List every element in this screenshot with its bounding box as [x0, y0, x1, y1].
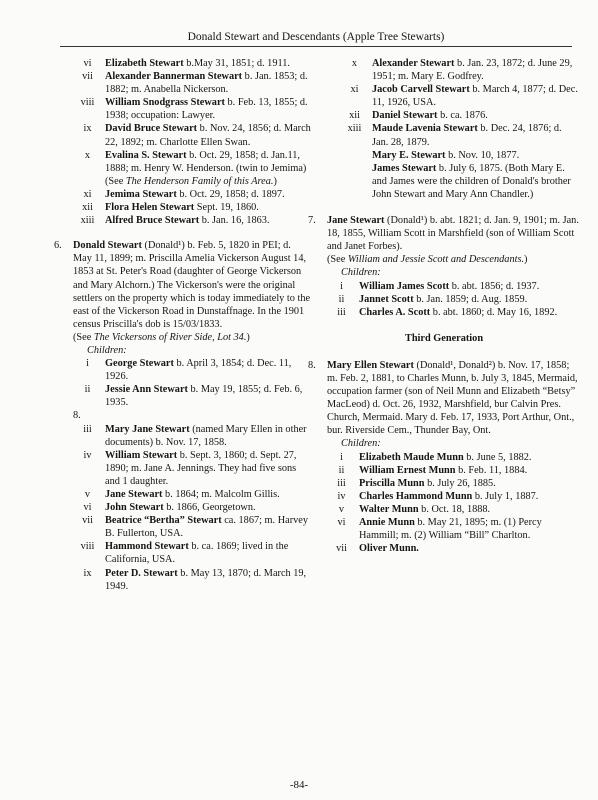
roman-numeral: iv	[337, 490, 346, 502]
child-entry	[73, 188, 312, 201]
child-details: b. April 3, 1854; d. Dec. 11, 1926.	[105, 358, 292, 383]
record-number: 8.	[308, 359, 316, 371]
roman-numeral: xii	[349, 110, 360, 122]
record-7	[308, 214, 580, 319]
child-entry	[340, 149, 580, 162]
child-name: William James Scott	[359, 280, 450, 292]
child-entry	[327, 293, 580, 306]
child-name: Jemima Stewart	[105, 188, 177, 200]
page-number: -84-	[289, 779, 309, 791]
child-details: b. abt. 1856; d. 1937.	[449, 280, 540, 292]
child-entry	[340, 109, 580, 122]
see-reference-close: )	[273, 175, 277, 187]
roman-numeral: xi	[83, 188, 92, 200]
see-reference: (See William and Jessie Scott and Descendants.)	[327, 254, 528, 266]
child-name: Daniel Stewart	[372, 110, 438, 122]
child-entry	[73, 449, 312, 488]
children-label: Children:	[87, 344, 127, 356]
roman-numeral: x	[84, 149, 91, 161]
child-entry	[327, 306, 580, 319]
child-name: Peter D. Stewart	[105, 567, 178, 579]
child-name: Jacob Carvell Stewart	[372, 84, 470, 96]
child-details: b. March 4, 1877; d. Dec. 11, 1926, USA.	[372, 84, 578, 109]
child-text	[359, 477, 580, 490]
child-text	[105, 449, 312, 488]
child-name: Mary E. Stewart	[372, 149, 446, 161]
child-name: Hammond Stewart	[105, 541, 189, 553]
roman-numeral: i	[340, 451, 343, 463]
child-entry	[340, 162, 580, 201]
roman-numeral: viii	[80, 97, 95, 109]
child-details: b. ca. 1869; lived in the California, USA.	[105, 541, 289, 566]
child-text	[359, 306, 580, 319]
continued-children-list	[54, 57, 312, 227]
child-text	[105, 70, 312, 96]
child-text	[359, 542, 580, 555]
child-name: John Stewart	[105, 502, 164, 514]
child-entry	[73, 567, 312, 593]
child-details: b. Sept. 3, 1860; d. Sept. 27, 1890; m. Jane A. Jennings. They had five sons and 1 daughter.	[105, 449, 297, 487]
child-entry	[340, 83, 580, 109]
record-body	[327, 214, 580, 266]
child-entry	[327, 464, 580, 477]
child-name: Mary Jane Stewart	[105, 423, 190, 435]
child-entry	[73, 383, 312, 409]
roman-numeral: vi	[83, 58, 92, 69]
roman-numeral: ii	[338, 464, 345, 476]
record-text: (Donald¹, Donald²) b. Nov. 17, 1858; m. Feb. 2, 1881, to Charles Munn, b. July 3, 1845, Mermaid, occupation farmer (son of Neil Munn and Elizabeth “Betsy” MacLeod) d. Oct. 26, 1932, Marshfield, bur Calvin Pres. Church, Mermaid. Mary d. Feb. 17, 1933, Port Arthur, Ont., bur. Riverside Cem., Thunder Bay, Ont.	[327, 359, 578, 437]
child-name: Beatrice “Bertha” Stewart	[105, 515, 222, 527]
roman-numeral	[340, 162, 369, 201]
child-name: Walter Munn	[359, 503, 419, 515]
section-title: Third Generation	[404, 332, 484, 344]
child-details: b. Nov. 24, 1856; d. March 22, 1892; m. Charlotte Ellen Swan.	[105, 123, 311, 148]
child-details: (named Mary Ellen in other documents) b. Nov. 17, 1858.	[105, 423, 307, 448]
child-entry	[327, 451, 580, 464]
child-details: Sept. 19, 1860.	[194, 202, 259, 214]
roman-numeral: x	[351, 58, 358, 69]
child-entry	[73, 214, 312, 227]
child-text	[359, 503, 580, 516]
child-name: Jessie Ann Stewart	[105, 384, 188, 396]
child-text	[105, 188, 312, 201]
roman-numeral: xiii	[347, 123, 362, 135]
child-details: b. Feb. 13, 1855; d. 1938; occupation: Lawyer.	[105, 97, 308, 122]
child-details: b. 1866, Georgetown.	[163, 502, 256, 514]
child-details: b. Oct. 18, 1888.	[418, 503, 491, 515]
child-name: Charles A. Scott	[359, 306, 431, 318]
child-entry	[73, 409, 312, 448]
child-entry	[73, 488, 312, 501]
child-entry	[73, 122, 312, 148]
child-name: Elizabeth Maude Munn	[359, 451, 464, 463]
roman-numeral: i	[86, 358, 89, 370]
child-text	[105, 96, 312, 122]
child-details: b. Jan. 1853; d. 1882; m. Anabella Nickerson.	[105, 71, 308, 96]
child-name: William Ernest Munn	[359, 464, 456, 476]
child-details: b. June 5, 1882.	[463, 451, 532, 463]
child-text	[105, 567, 312, 593]
roman-numeral: xiii	[80, 215, 95, 227]
child-text	[372, 122, 580, 148]
child-text	[359, 490, 580, 503]
child-text	[359, 451, 580, 464]
roman-numeral: i	[340, 280, 343, 292]
child-details: b. May 13, 1870; d. March 19, 1949.	[105, 567, 307, 592]
roman-numeral: vii	[82, 71, 93, 83]
record-number: 7.	[308, 215, 316, 227]
child-name: David Bruce Stewart	[105, 123, 198, 135]
child-name: Jannet Scott	[359, 293, 414, 305]
roman-numeral: v	[338, 503, 345, 515]
child-details: b. Jan. 16, 1863.	[199, 215, 270, 227]
roman-numeral: iii	[337, 477, 346, 489]
child-name: Maude Lavenia Stewart	[372, 123, 478, 135]
child-text	[105, 122, 312, 148]
child-name: William Snodgrass Stewart	[105, 97, 225, 109]
see-reference: (See The Vickersons of River Side, Lot 34.)	[73, 331, 250, 343]
roman-numeral: ix	[83, 567, 92, 579]
roman-numeral: ix	[83, 123, 92, 135]
person-name: Jane Stewart	[327, 215, 385, 227]
child-text	[105, 488, 312, 501]
record-text: (Donald¹) b. Feb. 5, 1820 in PEI; d. May 11, 1899; m. Priscilla Amelia Vickerson August 14, 1853 at St. Peter's Road (daughter of George Vickerson and Mary Alchorn.) The Vickerson's were the original settlers on the property which is today immediately to the east of the Vickerson Road in Dunstaffnage. In the 1901 census Priscilla's dob is 15/03/1833.	[73, 240, 311, 330]
child-name: Annie Munn	[359, 517, 415, 528]
child-entry	[327, 280, 580, 293]
child-text	[105, 514, 312, 540]
child-text	[105, 540, 312, 566]
children-list	[73, 357, 312, 593]
child-details: b. Oct. 29, 1858; d. Jan.11, 1888; m. Henry W. Henderson. (twin to Jemima) (See	[105, 149, 307, 187]
child-name: Alfred Bruce Stewart	[105, 215, 200, 227]
child-details: b. July 1, 1887.	[472, 490, 539, 502]
child-entry	[327, 477, 580, 490]
child-text	[105, 383, 312, 409]
child-entry	[73, 501, 312, 514]
roman-numeral: xi	[350, 84, 359, 96]
roman-numeral: vii	[82, 515, 93, 527]
children-list	[73, 57, 312, 227]
record-body	[73, 239, 312, 344]
child-name: Alexander Stewart	[372, 58, 455, 69]
child-text	[372, 162, 580, 201]
child-entry	[73, 514, 312, 540]
children-list	[327, 451, 580, 556]
child-details: b. Jan. 1859; d. Aug. 1859.	[413, 293, 528, 305]
child-name: William Stewart	[105, 449, 178, 461]
child-details: b. Nov. 10, 1877.	[445, 149, 520, 161]
child-name: Oliver Munn.	[359, 543, 419, 555]
roman-numeral	[340, 149, 369, 162]
child-entry	[73, 357, 312, 383]
child-text	[105, 57, 312, 70]
child-entry	[73, 149, 312, 188]
child-name: Alexander Bannerman Stewart	[105, 71, 243, 83]
child-entry	[340, 122, 580, 148]
child-text	[359, 280, 580, 293]
child-details: b. Feb. 11, 1884.	[455, 464, 528, 476]
child-entry	[73, 96, 312, 122]
child-text	[359, 516, 580, 542]
child-entry	[73, 57, 312, 70]
child-name: Charles Hammond Munn	[359, 490, 473, 502]
child-details: b. July 26, 1885.	[424, 477, 496, 489]
child-entry	[73, 540, 312, 566]
roman-numeral: xii	[82, 202, 93, 214]
record-6	[54, 239, 312, 593]
record-8	[308, 359, 580, 555]
record-number: 6.	[54, 240, 62, 252]
child-text	[372, 57, 580, 83]
child-name: Flora Helen Stewart	[105, 202, 195, 214]
child-text	[105, 214, 312, 227]
children-label: Children:	[341, 267, 381, 279]
child-text	[105, 501, 312, 514]
child-text	[372, 109, 580, 122]
child-text	[105, 201, 312, 214]
child-entry	[327, 516, 580, 542]
child-details: b.May 31, 1851; d. 1911.	[183, 58, 290, 69]
child-details: b. Oct. 29, 1858; d. 1897.	[176, 188, 285, 200]
person-name: Donald Stewart	[73, 240, 142, 252]
child-text	[105, 149, 312, 188]
roman-numeral: vii	[336, 543, 347, 555]
roman-numeral: v	[84, 489, 91, 500]
child-text	[359, 293, 580, 306]
child-entry	[340, 57, 580, 83]
roman-numeral: vi	[83, 502, 92, 514]
child-name: Evalina S. Stewart	[105, 149, 187, 161]
child-name: Priscilla Munn	[359, 477, 425, 489]
child-text	[372, 83, 580, 109]
continued-children-list	[308, 57, 580, 201]
child-name: James Stewart	[372, 162, 437, 174]
child-text	[105, 423, 312, 449]
child-entry	[327, 503, 580, 516]
child-text	[105, 357, 312, 383]
roman-numeral: vi	[337, 517, 346, 528]
child-entry	[73, 70, 312, 96]
child-details: b. 1864; m. Malcolm Gillis.	[162, 489, 280, 500]
child-details: b. Dec. 24, 1876; d. Jan. 28, 1879.	[372, 123, 562, 148]
child-details: b. abt. 1860; d. May 16, 1892.	[430, 306, 558, 318]
cross-reference-number: 8.	[73, 410, 81, 422]
roman-numeral: ii	[338, 293, 345, 305]
children-list	[327, 280, 580, 319]
child-details: b. May 19, 1855; d. Feb. 6, 1935.	[105, 384, 303, 409]
children-list	[340, 57, 580, 201]
child-name: Elizabeth Stewart	[105, 58, 184, 69]
child-text	[372, 149, 580, 162]
left-column	[54, 57, 312, 593]
children-label: Children:	[341, 438, 381, 450]
child-details: ca. 1867; m. Harvey B. Fullerton, USA.	[105, 515, 309, 540]
child-details: b. Jan. 23, 1872; d. June 29, 1951; m. Mary E. Godfrey.	[372, 58, 573, 83]
roman-numeral: ii	[84, 384, 91, 396]
child-entry	[73, 201, 312, 214]
child-details: b. ca. 1876.	[437, 110, 488, 122]
child-entry	[327, 490, 580, 503]
record-text: (Donald¹) b. abt. 1821; d. Jan. 9, 1901; m. Jan. 18, 1855, William Scott in Marshfield (son of William Scott and Janet Forbes).	[327, 215, 579, 253]
person-name: Mary Ellen Stewart	[327, 359, 414, 371]
roman-numeral: iv	[83, 449, 92, 461]
child-details: b. July 6, 1875. (Both Mary E. and James were the children of Donald's brother John Stewart and Mary Ann Chandler.)	[372, 162, 571, 200]
see-reference: The Henderson Family of this Area.	[125, 175, 274, 187]
child-name: George Stewart	[105, 358, 174, 370]
roman-numeral: viii	[80, 541, 95, 553]
child-name: Jane Stewart	[105, 489, 163, 500]
record-body	[327, 359, 580, 438]
running-header: Donald Stewart and Descendants (Apple Tree Stewarts)	[60, 31, 572, 47]
roman-numeral: iii	[337, 306, 346, 318]
roman-numeral: iii	[83, 423, 92, 435]
right-column	[308, 57, 580, 555]
child-text	[359, 464, 580, 477]
child-details: b. May 21, 1895; m. (1) Percy Hammill; m. (2) William “Bill” Charlton.	[359, 517, 542, 542]
child-entry	[327, 542, 580, 555]
